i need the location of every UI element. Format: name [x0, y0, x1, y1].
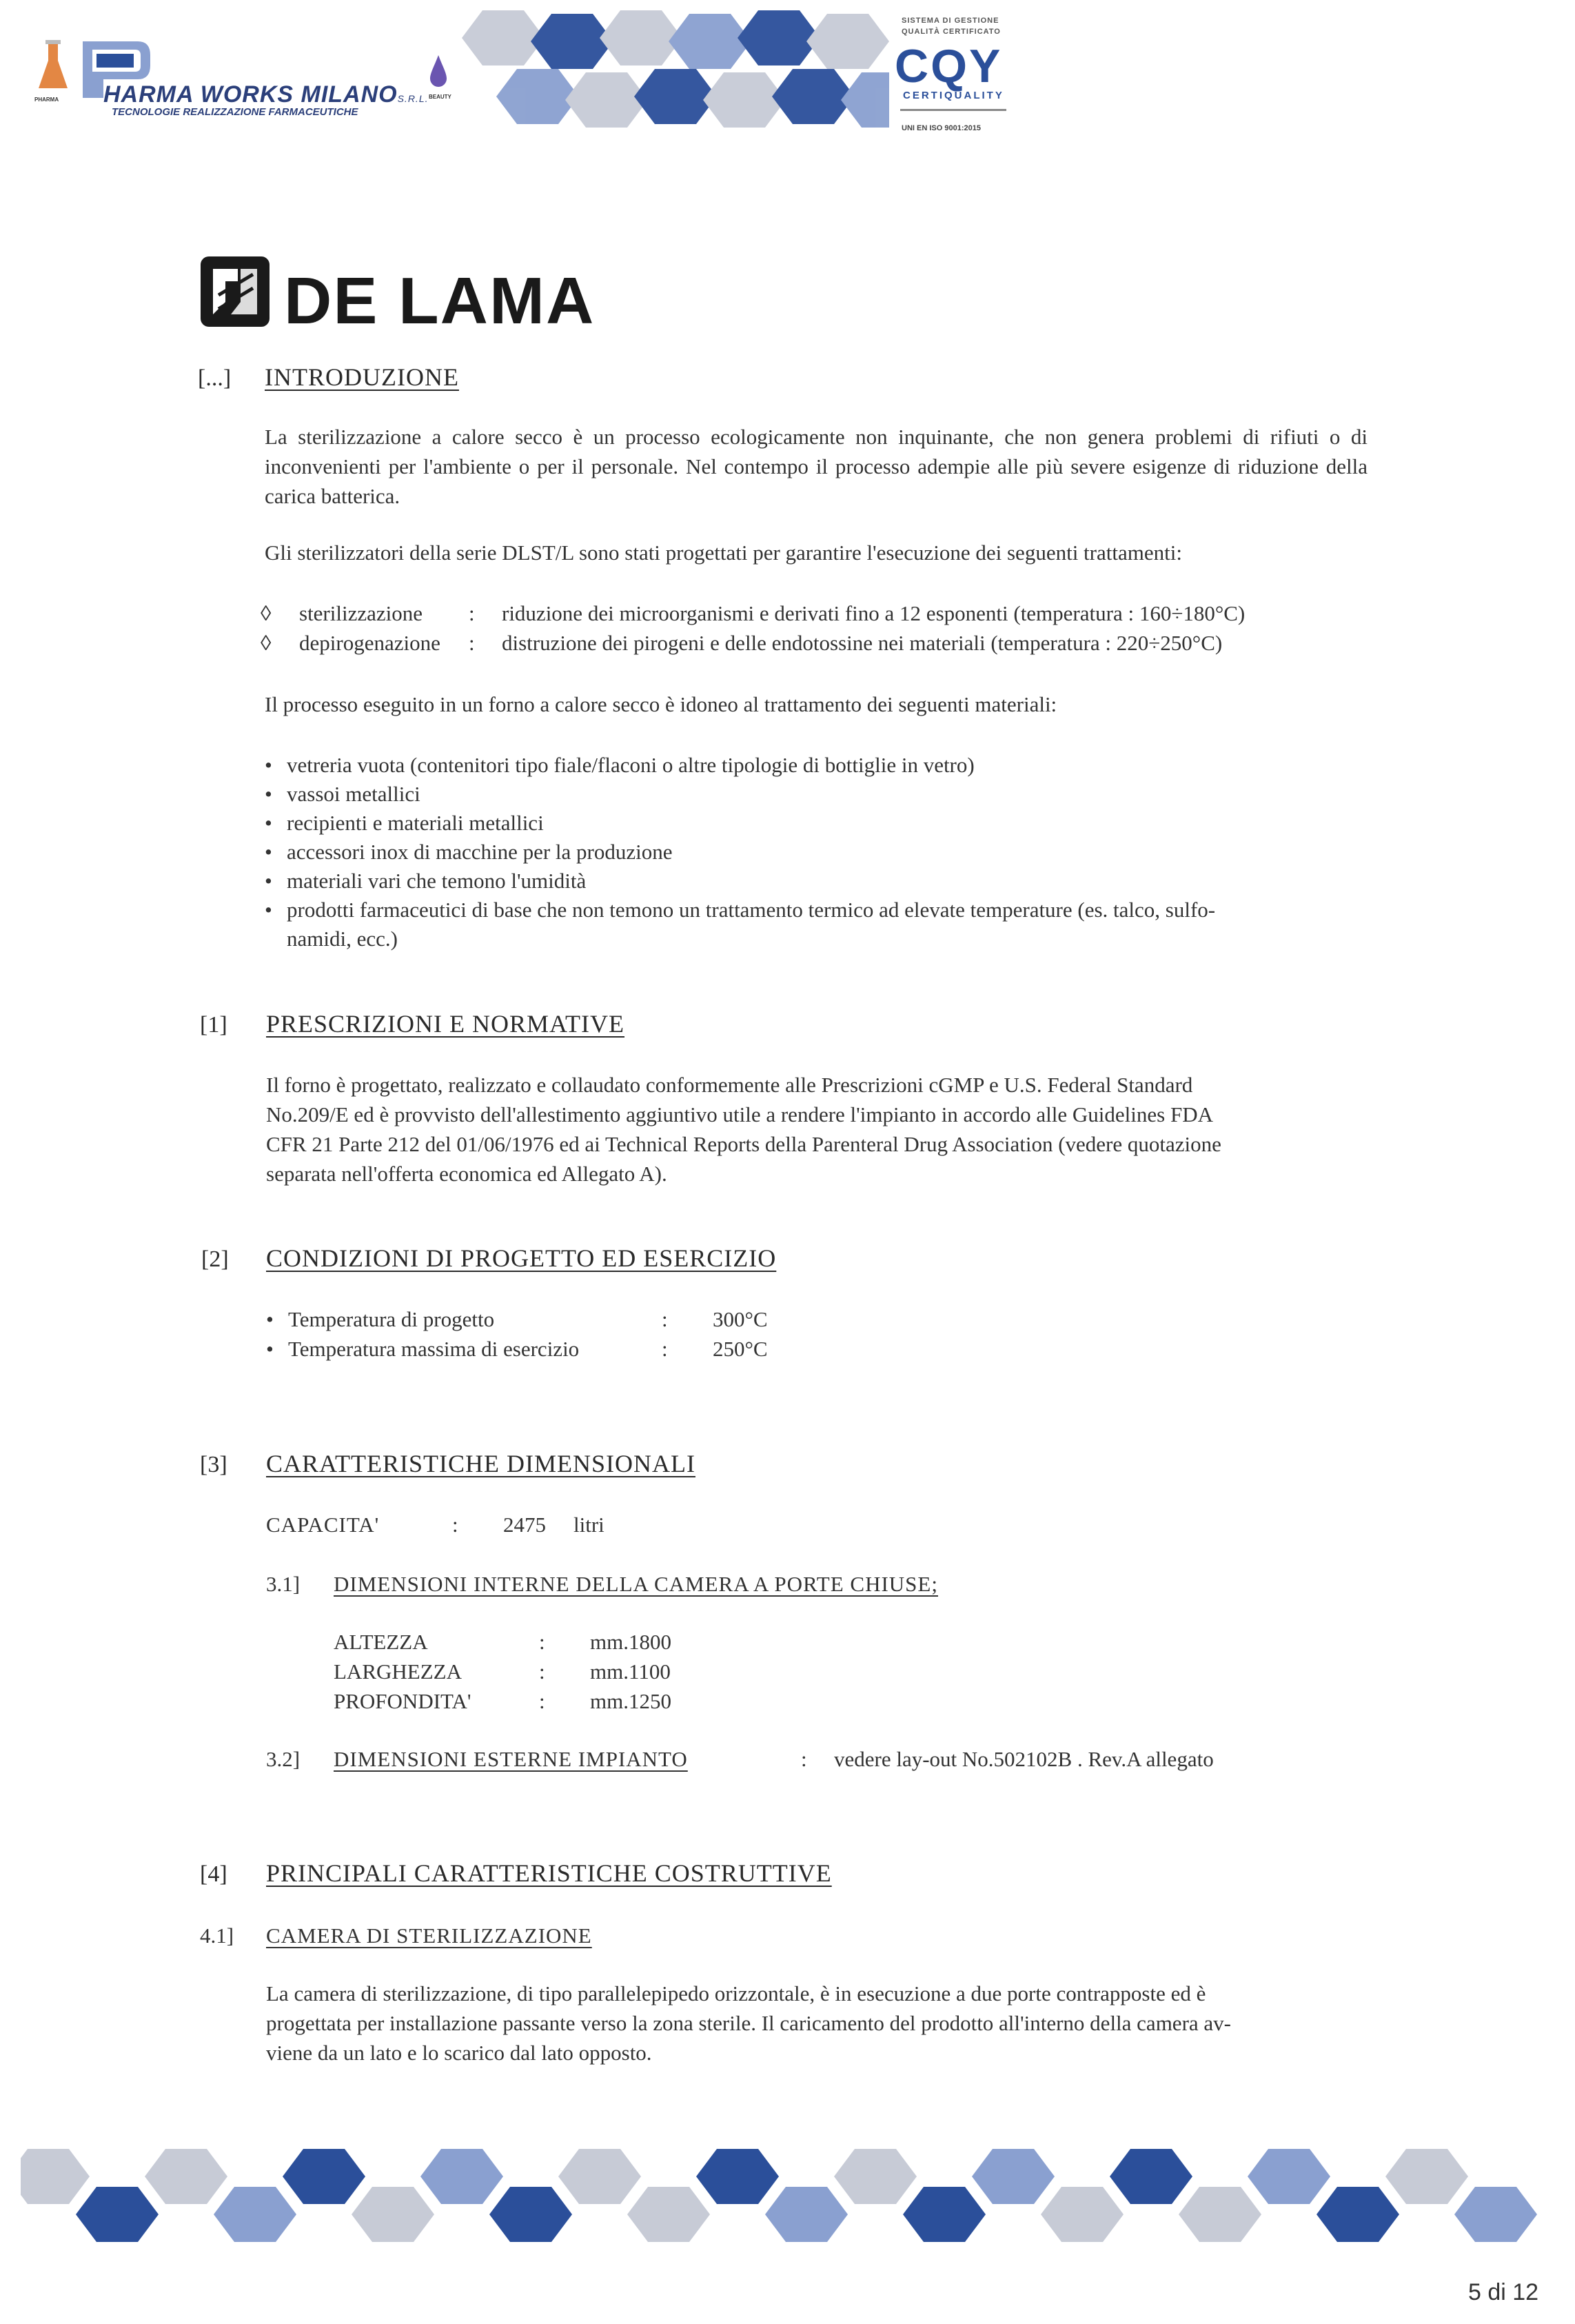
company-name-text: HARMA WORKS MILANO	[103, 81, 398, 108]
section-3-title: CARATTERISTICHE DIMENSIONALI	[266, 1450, 695, 1477]
cert-divider	[900, 109, 1006, 111]
dimension-label: PROFONDITA'	[334, 1689, 471, 1713]
section-1-marker: [1]	[200, 1012, 227, 1038]
logo-tiny-right-text: BEAUTY	[429, 94, 451, 100]
subsection-3-2-title: DIMENSIONI ESTERNE IMPIANTO	[334, 1747, 688, 1771]
subsection-4-1-title: CAMERA DI STERILIZZAZIONE	[266, 1923, 592, 1948]
intro-paragraph-3: Il processo eseguito in un forno a calore secco è idoneo al trattamento dei seguenti materiali:	[265, 692, 1057, 716]
text-line: separata nell'offerta economica ed Allegato A).	[266, 1162, 667, 1186]
intro-title: INTRODUZIONE	[265, 363, 459, 391]
treatment-description: distruzione dei pirogeni e delle endotossine nei materiali (temperatura : 220÷250°C)	[502, 631, 1223, 655]
brand-name: DE LAMA	[284, 264, 596, 338]
cert-line1: SISTEMA DI GESTIONE	[902, 17, 999, 25]
diamond-bullet-icon: ◊	[261, 601, 272, 625]
section-1-title: PRESCRIZIONI E NORMATIVE	[266, 1010, 625, 1038]
subsection-3-2-separator: :	[801, 1747, 807, 1771]
spec-label: Temperatura di progetto	[288, 1307, 495, 1331]
section-2-title: CONDIZIONI DI PROGETTO ED ESERCIZIO	[266, 1244, 777, 1272]
subsection-4-1-marker: 4.1]	[200, 1923, 234, 1948]
treatment-row	[261, 598, 1398, 628]
capacity-unit: litri	[573, 1513, 604, 1537]
spec-separator: :	[662, 1337, 668, 1361]
dimension-row	[334, 1627, 816, 1657]
text-line: No.209/E ed è provvisto dell'allestimento aggiuntivo utile a rendere l'impianto in accordo alle Guidelines FDA	[266, 1102, 1213, 1126]
company-tagline: TECNOLOGIE REALIZZAZIONE FARMACEUTICHE	[112, 106, 358, 118]
list-item	[262, 866, 1399, 895]
bullet-icon: •	[265, 869, 272, 893]
text-line: CFR 21 Parte 212 del 01/06/1976 ed ai Technical Reports della Parenteral Drug Association (vedere quotazione	[266, 1132, 1221, 1156]
company-suffix: S.R.L.	[397, 93, 429, 104]
treatment-name: depirogenazione	[299, 631, 440, 655]
intro-marker: [...]	[198, 365, 232, 391]
list-item	[262, 779, 1399, 808]
treatment-name: sterilizzazione	[299, 601, 423, 625]
cert-brand-logo: CQY	[895, 40, 1003, 92]
bullet-icon: •	[265, 753, 272, 777]
header-honeycomb-decoration	[0, 0, 1575, 152]
diamond-bullet-icon: ◊	[261, 631, 272, 655]
text-line: La camera di sterilizzazione, di tipo parallelepipedo orizzontale, è in esecuzione a due porte contrapposte ed è	[266, 1981, 1206, 2005]
text-line: viene da un lato e lo scarico dal lato opposto.	[266, 2041, 652, 2065]
list-item-text: recipienti e materiali metallici	[287, 811, 544, 835]
capacity-label: CAPACITA'	[266, 1513, 380, 1537]
subsection-3-2-value: vedere lay-out No.502102B . Rev.A allegato	[834, 1747, 1214, 1771]
list-item-text: materiali vari che temono l'umidità	[287, 869, 587, 893]
delama-logo-icon	[198, 254, 272, 330]
dimension-row	[334, 1686, 816, 1716]
dimension-value: mm.1250	[590, 1689, 671, 1713]
materials-list	[262, 750, 1399, 953]
subsection-3-1-marker: 3.1]	[266, 1572, 301, 1596]
page-number: 5 di 12	[1468, 2279, 1539, 2305]
text-line: progettata per installazione passante verso la zona sterile. Il caricamento del prodotto all'interno della camera av-	[266, 2011, 1231, 2035]
capacity-separator: :	[452, 1513, 458, 1537]
treatment-row	[261, 628, 1398, 658]
cert-line2: QUALITÀ CERTIFICATO	[902, 28, 1001, 36]
intro-paragraph-2: Gli sterilizzatori della serie DLST/L sono stati progettati per garantire l'esecuzione dei seguenti trattamenti:	[265, 540, 1182, 565]
spec-row	[263, 1334, 884, 1364]
dimension-value: mm.1800	[590, 1630, 671, 1654]
treatment-separator: :	[469, 601, 475, 625]
treatment-separator: :	[469, 631, 475, 655]
spec-value: 300°C	[713, 1307, 768, 1331]
dimension-separator: :	[539, 1659, 545, 1684]
list-item-text: accessori inox di macchine per la produzione	[287, 840, 673, 864]
dimension-label: ALTEZZA	[334, 1630, 428, 1654]
bullet-icon: •	[266, 1337, 274, 1361]
spec-row	[263, 1304, 884, 1334]
bullet-icon: •	[266, 1307, 274, 1331]
list-item	[262, 750, 1399, 779]
dimension-label: LARGHEZZA	[334, 1659, 462, 1684]
flask-icon	[36, 40, 70, 95]
logo-tiny-left-text: PHARMA	[34, 97, 59, 103]
list-item-text: vassoi metallici	[287, 782, 420, 806]
bullet-icon: •	[265, 782, 272, 806]
cert-brand-sub: CERTIQUALITY	[903, 90, 1004, 101]
intro-paragraph-1: La sterilizzazione a calore secco è un processo ecologicamente non inquinante, che non genera problemi di rifiuti o di inconvenienti per l'ambiente o per il personale. Nel contempo il processo adempie alle più severe esigenze di riduzione della carica batterica.	[265, 425, 1368, 508]
company-name	[103, 81, 429, 108]
section-4-body	[266, 1979, 1231, 2068]
bullet-icon: •	[265, 811, 272, 835]
list-item-text: prodotti farmaceutici di base che non temono un trattamento termico ad elevate temperature (es. talco, sulfo-	[287, 898, 1216, 922]
capacity-row	[266, 1510, 817, 1539]
list-item-text: vetreria vuota (contenitori tipo fiale/flaconi o altre tipologie di bottiglie in vetro)	[287, 753, 975, 777]
footer-honeycomb-decoration	[21, 2145, 1551, 2256]
page-header	[0, 0, 1575, 152]
section-3-marker: [3]	[200, 1452, 227, 1477]
dimension-separator: :	[539, 1689, 545, 1713]
spec-value: 250°C	[713, 1337, 768, 1361]
dimension-value: mm.1100	[590, 1659, 671, 1684]
section-2-marker: [2]	[201, 1246, 229, 1272]
spec-label: Temperatura massima di esercizio	[288, 1337, 580, 1361]
dimension-separator: :	[539, 1630, 545, 1654]
subsection-3-1-title: DIMENSIONI INTERNE DELLA CAMERA A PORTE CHIUSE;	[334, 1572, 938, 1596]
treatment-description: riduzione dei microorganismi e derivati fino a 12 esponenti (temperatura : 160÷180°C)	[502, 601, 1246, 625]
spec-separator: :	[662, 1307, 668, 1331]
list-item	[262, 895, 1399, 924]
section-1-body	[266, 1070, 1221, 1189]
bullet-icon: •	[265, 840, 272, 864]
drop-icon	[429, 54, 448, 90]
section-4-marker: [4]	[200, 1861, 227, 1887]
subsection-3-2-marker: 3.2]	[266, 1747, 301, 1771]
list-item	[262, 924, 1399, 953]
capacity-value: 2475	[503, 1513, 546, 1537]
list-item	[262, 808, 1399, 837]
bullet-icon: •	[265, 898, 272, 922]
list-item	[262, 837, 1399, 866]
list-item-text: namidi, ecc.)	[287, 927, 398, 951]
section-4-title: PRINCIPALI CARATTERISTICHE COSTRUTTIVE	[266, 1859, 832, 1887]
text-line: Il forno è progettato, realizzato e collaudato conformemente alle Prescrizioni cGMP e U.S. Federal Standard	[266, 1073, 1193, 1097]
dimension-row	[334, 1657, 816, 1686]
cert-standard: UNI EN ISO 9001:2015	[902, 124, 981, 132]
